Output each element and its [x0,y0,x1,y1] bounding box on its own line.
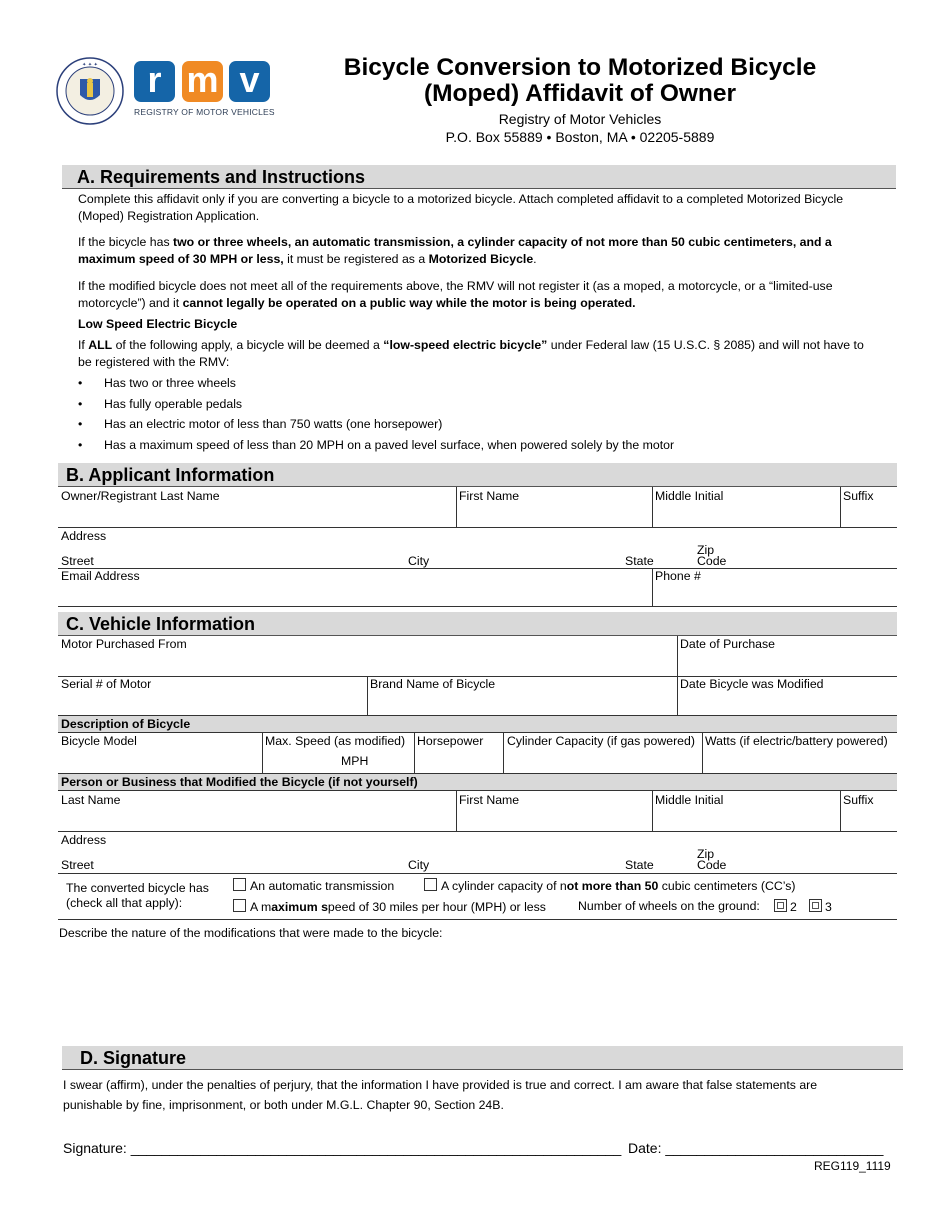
owner-middle-initial-field[interactable]: Middle Initial [655,489,724,503]
divider [702,733,703,773]
modifier-zip-field[interactable]: Zip Code [697,847,727,872]
modifier-first-name-field[interactable]: First Name [459,793,520,807]
modifier-person-header: Person or Business that Modified the Bicycle (if not yourself) [58,773,897,791]
section-c-header: C. Vehicle Information [58,612,897,636]
checkbox-icon[interactable] [424,878,437,891]
divider [58,568,897,569]
divider [58,527,897,528]
instructions-paragraph-4: If ALL of the following apply, a bicycle will be deemed a “low-speed electric bicycle” under Federal law (15 U.S.C. § 2085) and will not have to be registered with the RMV: [78,338,864,369]
date-of-purchase-field[interactable]: Date of Purchase [680,637,776,651]
max-speed-field[interactable]: Max. Speed (as modified) [265,734,406,748]
watts-field[interactable]: Watts (if electric/battery powered) [705,734,888,748]
divider [840,487,841,527]
list-item: • Has an electric motor of less than 750 watts (one horsepower) [78,417,443,431]
form-code: REG119_1119 [814,1159,891,1173]
owner-suffix-field[interactable]: Suffix [843,489,874,503]
cylinder-capacity-field[interactable]: Cylinder Capacity (if gas powered) [507,734,695,748]
modifier-middle-initial-field[interactable]: Middle Initial [655,793,724,807]
section-d-header: D. Signature [62,1046,903,1070]
modifier-suffix-field[interactable]: Suffix [843,793,874,807]
modifier-city-field[interactable]: City [408,858,430,872]
divider [262,733,263,773]
agency-name: Registry of Motor Vehicles [498,111,662,127]
divider [58,606,897,607]
divider [456,487,457,527]
list-item: • Has two or three wheels [78,376,236,390]
bicycle-brand-field[interactable]: Brand Name of Bicycle [370,677,496,691]
horsepower-field[interactable]: Horsepower [417,734,484,748]
divider [414,733,415,773]
section-b-header: B. Applicant Information [58,463,897,487]
wheels-count-label: Number of wheels on the ground: [578,899,760,913]
signature-field[interactable]: Signature: _______________________________________________________________ [63,1140,622,1156]
owner-street-field[interactable]: Street [61,554,94,568]
rmv-logo-letter-m: m [182,61,223,102]
rmv-logo-subtitle: REGISTRY OF MOTOR VEHICLES [134,107,275,117]
divider [58,873,897,874]
owner-first-name-field[interactable]: First Name [459,489,520,503]
divider [367,676,368,715]
date-modified-field[interactable]: Date Bicycle was Modified [680,677,824,691]
owner-state-field[interactable]: State [625,554,654,568]
oath-statement: I swear (affirm), under the penalties of perjury, that the information I have provided is true and correct. I am aware that false statements are punishable by fine, imprisonment, or both under M.G.L. Chapter 90, Section 24B. [63,1078,818,1112]
owner-zip-field[interactable]: Zip Code [697,543,727,568]
description-of-bicycle-header: Description of Bicycle [58,715,897,733]
divider [456,791,457,831]
divider [840,791,841,831]
section-a-header: A. Requirements and Instructions [62,165,896,189]
motor-purchased-from-field[interactable]: Motor Purchased From [61,637,187,651]
state-seal-icon [56,57,124,125]
wheels-2-checkbox[interactable]: 2 [774,899,797,914]
modifier-state-field[interactable]: State [625,858,654,872]
wheels-3-checkbox[interactable]: 3 [809,899,832,914]
svg-text:✦ ✦ ✦: ✦ ✦ ✦ [82,62,98,68]
modifier-address-label: Address [61,833,107,847]
form-title-line2: (Moped) Affidavit of Owner [423,80,737,107]
divider [652,568,653,606]
owner-address-label: Address [61,529,107,543]
automatic-transmission-checkbox[interactable]: An automatic transmission [233,878,394,893]
owner-city-field[interactable]: City [408,554,430,568]
owner-last-name-field[interactable]: Owner/Registrant Last Name [61,489,220,503]
modifier-last-name-field[interactable]: Last Name [61,793,121,807]
motor-serial-field[interactable]: Serial # of Motor [61,677,152,691]
checkbox-icon[interactable] [774,899,787,912]
divider [58,919,897,920]
rmv-logo-letter-r: r [134,61,175,102]
instructions-paragraph-2: If the bicycle has two or three wheels, an automatic transmission, a cylinder capacity of not more than 50 cubic centimeters, and a maximum speed of 30 MPH or less, it must be registered as a Motorized Bicycle. [78,235,832,266]
instructions-paragraph-1: Complete this affidavit only if you are converting a bicycle to a motorized bicycle. Attach completed affidavit to a completed Motorized Bicycle (Moped) Registration Application. [78,192,844,223]
divider [652,791,653,831]
form-title-line1: Bicycle Conversion to Motorized Bicycle [343,54,817,81]
checkbox-icon[interactable] [233,878,246,891]
converted-bicycle-label: The converted bicycle has (check all that apply): [66,881,209,910]
divider [652,487,653,527]
divider [58,831,897,832]
divider [503,733,504,773]
max-speed-checkbox[interactable]: A maximum speed of 30 miles per hour (MPH) or less [233,899,546,914]
owner-phone-field[interactable]: Phone # [655,569,701,583]
cylinder-capacity-checkbox[interactable]: A cylinder capacity of not more than 50 cubic centimeters (CC’s) [424,878,795,893]
modifications-description-field[interactable]: Describe the nature of the modifications that were made to the bicycle: [59,926,443,940]
rmv-logo-letter-v: v [229,61,270,102]
modifier-street-field[interactable]: Street [61,858,94,872]
owner-email-field[interactable]: Email Address [61,569,140,583]
low-speed-heading: Low Speed Electric Bicycle [78,317,238,331]
checkbox-icon[interactable] [233,899,246,912]
bicycle-model-field[interactable]: Bicycle Model [61,734,137,748]
checkbox-icon[interactable] [809,899,822,912]
agency-address: P.O. Box 55889 • Boston, MA • 02205-5889 [445,129,715,145]
date-field[interactable]: Date: ____________________________ [628,1140,884,1156]
list-item: • Has a maximum speed of less than 20 MPH on a paved level surface, when powered solely by the motor [78,438,675,452]
instructions-paragraph-3: If the modified bicycle does not meet all of the requirements above, the RMV will not register it (as a moped, a motorcycle, or a “limited-use motorcycle”) and it cannot legally be operated on a public way while the motor is being operated. [78,279,833,310]
list-item: • Has fully operable pedals [78,397,243,411]
mph-unit-label: MPH [341,754,369,768]
